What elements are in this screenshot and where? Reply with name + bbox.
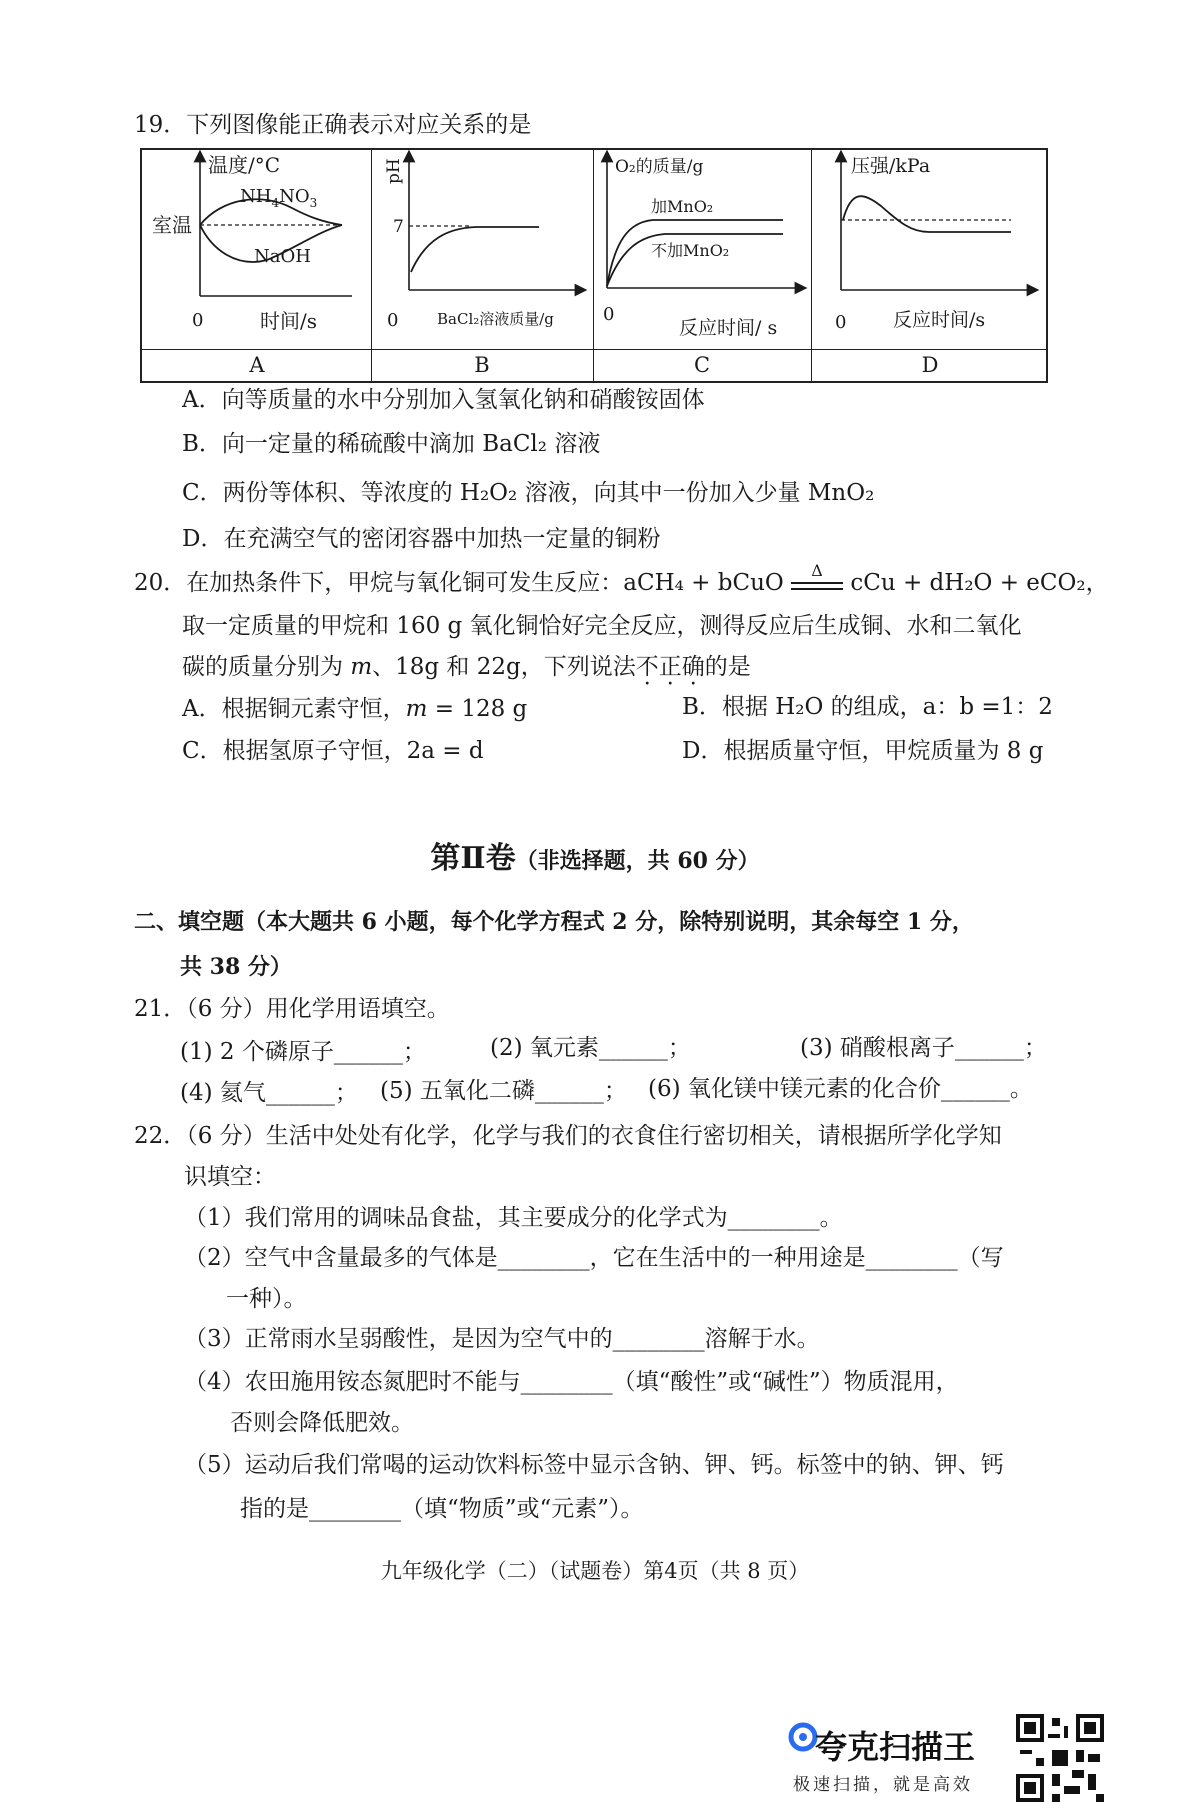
q22-item-1: （1）我们常用的调味品食盐，其主要成分的化学式为________。 (184, 1205, 843, 1231)
scanner-logo-icon (788, 1722, 818, 1752)
graph-d-y-label: 压强/kPa (851, 155, 931, 177)
graph-d-x-label: 反应时间/s (893, 309, 986, 331)
qr-code-icon (1016, 1714, 1104, 1802)
graph-c-x-label: 反应时间/ s (679, 317, 778, 339)
q21-item-6: (6) 氧化镁中镁元素的化合价______。 (648, 1076, 1033, 1102)
q21-item-1: (1) 2 个磷原子______； (180, 1039, 426, 1065)
graph-d-origin: 0 (835, 312, 847, 333)
graph-a-room-temp-label: 室温 (152, 213, 192, 237)
graph-d (811, 150, 1048, 349)
scanner-slogan: 极速扫描，就是高效 (793, 1775, 973, 1795)
q21-item-4: (4) 氦气______； (180, 1080, 358, 1106)
q22-item-2: （2）空气中含量最多的气体是________，它在生活中的一种用途是________（写 (184, 1245, 1004, 1271)
part2-title: 第Ⅱ卷（非选择题，共 60 分） (430, 841, 760, 876)
q21-item-3: (3) 硝酸根离子______； (800, 1035, 1047, 1061)
table-row-divider (142, 349, 1046, 350)
q21-stem: 21．（6 分）用化学用语填空。 (134, 996, 450, 1022)
graph-b-ph-curve (411, 227, 539, 272)
q19-option-c: C．两份等体积、等浓度的 H₂O₂ 溶液，向其中一份加入少量 MnO₂ (182, 480, 875, 506)
emphasis-dot: 不 (635, 654, 659, 680)
q20-option-c: C．根据氢原子守恒，2a = d (182, 738, 484, 764)
graph-b (371, 150, 593, 349)
graph-d-pressure-curve (843, 196, 1011, 232)
graph-a (142, 150, 371, 349)
graph-a-curve1-label: $NH_4NO_3$ (240, 186, 318, 210)
graph-c-y-label: O₂的质量/g (615, 157, 704, 177)
graph-c-letter: C (693, 353, 711, 377)
q19-option-a: A．向等质量的水中分别加入氢氧化钠和硝酸铵固体 (182, 387, 705, 413)
q19-figure-table (140, 148, 1048, 383)
section2-heading-cont: 共 38 分） (180, 954, 292, 980)
q22-item-4: （4）农田施用铵态氮肥时不能与________（填“酸性”或“碱性”）物质混用， (184, 1369, 959, 1395)
q20-line3: 碳的质量分别为 m、18g 和 22g，下列说法不正确的是 (182, 654, 751, 680)
q22-line2: 识填空： (184, 1164, 276, 1190)
q22-item-3: （3）正常雨水呈弱酸性，是因为空气中的________溶解于水。 (184, 1326, 820, 1352)
graph-c-curve1-label: 加MnO₂ (651, 197, 714, 216)
heat-arrow (791, 561, 843, 590)
q19-option-d: D．在充满空气的密闭容器中加热一定量的铜粉 (182, 526, 661, 552)
q20-line2: 取一定质量的甲烷和 160 g 氧化铜恰好完全反应，测得反应后生成铜、水和二氧化 (182, 613, 1022, 639)
section2-heading: 二、填空题（本大题共 6 小题，每个化学方程式 2 分，除特别说明，其余每空 1 分， (134, 909, 974, 935)
graph-b-y-label: pH (384, 158, 404, 184)
scanner-brand: 夸克扫描王 (815, 1728, 976, 1766)
q20-line1 (134, 561, 1109, 598)
heat-symbol: Δ (811, 561, 823, 580)
q21-item-5: (5) 五氧化二磷______； (380, 1078, 627, 1104)
graph-b-origin: 0 (387, 310, 399, 331)
graph-a-letter: A (249, 353, 265, 377)
q22-item-2-cont: 一种）。 (226, 1286, 307, 1312)
q19-stem: 19．下列图像能正确表示对应关系的是 (134, 112, 532, 138)
q20-option-b: B．根据 H₂O 的组成，a：b =1：2 (682, 694, 1053, 720)
graph-b-tick-7: 7 (393, 217, 404, 237)
emphasis-dot: 确 (681, 654, 705, 680)
q20-equation-right: cCu + dH₂O + eCO₂， (850, 570, 1109, 596)
q19-option-b: B．向一定量的稀硫酸中滴加 BaCl₂ 溶液 (182, 431, 601, 457)
q22-item-4-cont: 否则会降低肥效。 (230, 1410, 414, 1436)
page-footer: 九年级化学（二）（试题卷）第4页（共 8 页） (380, 1559, 810, 1583)
graph-b-x-label: BaCl₂溶液质量/g (437, 310, 554, 328)
q20-option-a: A．根据铜元素守恒，m = 128 g (182, 696, 528, 722)
part2-subtitle: （非选择题，共 60 分） (515, 848, 760, 874)
q20-equation-left: 20．在加热条件下，甲烷与氧化铜可发生反应：aCH₄ + bCuO (134, 570, 784, 596)
graph-a-x-label: 时间/s (260, 309, 318, 333)
graph-b-letter: B (474, 353, 490, 377)
graph-a-curve2-label: NaOH (254, 246, 311, 267)
graph-d-letter: D (921, 353, 939, 377)
graph-a-y-label: 温度/°C (208, 153, 281, 177)
emphasis-dot: 正 (658, 654, 682, 680)
graph-a-origin: 0 (192, 310, 204, 331)
q22-line1: 22．（6 分）生活中处处有化学，化学与我们的衣食住行密切相关，请根据所学化学知 (134, 1123, 1002, 1149)
q20-option-d: D．根据质量守恒，甲烷质量为 8 g (682, 738, 1044, 764)
q22-item-5: （5）运动后我们常喝的运动饮料标签中显示含钠、钾、钙。标签中的钠、钾、钙 (184, 1452, 1004, 1478)
graph-c-origin: 0 (603, 304, 615, 325)
q21-item-2: (2) 氧元素______； (490, 1035, 691, 1061)
graph-c-curve2-label: 不加MnO₂ (651, 241, 730, 260)
q22-item-5-cont: 指的是________（填“物质”或“元素”）。 (240, 1496, 644, 1522)
graph-c (593, 150, 811, 349)
